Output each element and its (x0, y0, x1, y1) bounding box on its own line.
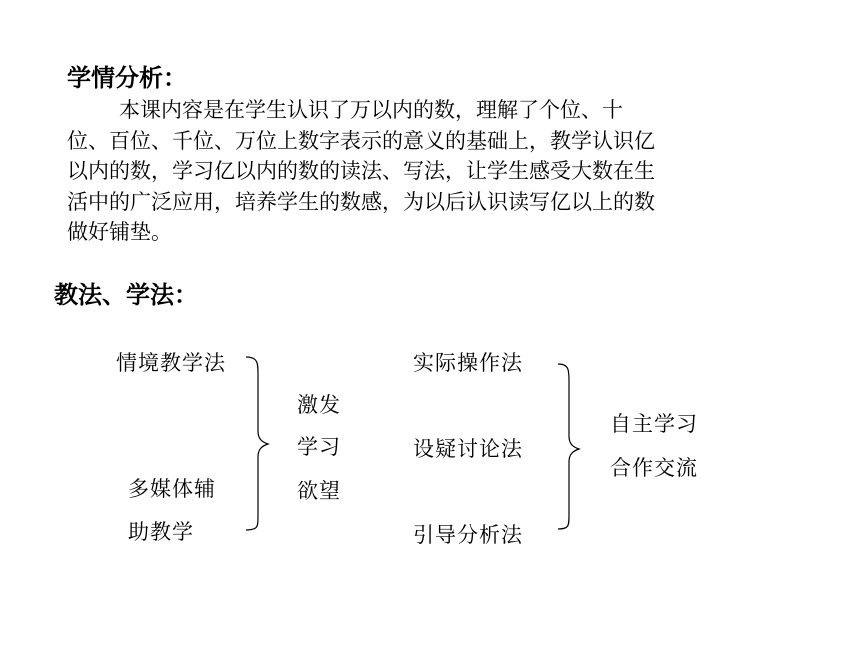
goal-line2: 学习 (297, 435, 341, 459)
method-multimedia-line1: 多媒体辅 (128, 477, 216, 501)
paragraph-line: 做好铺垫。 (67, 220, 172, 244)
goal-line3: 欲望 (297, 479, 341, 503)
method-situational-teaching: 情境教学法 (116, 351, 226, 375)
right-brace-learning (556, 362, 586, 534)
goal-line1: 激发 (297, 393, 341, 417)
right-brace-teaching (244, 355, 274, 535)
method-guided-analysis: 引导分析法 (413, 523, 523, 547)
paragraph-line: 以内的数，学习亿以内的数的读法、写法，让学生感受大数在生 (67, 159, 655, 183)
paragraph-line: 本课内容是在学生认识了万以内的数，理解了个位、十 (119, 98, 623, 122)
learning-analysis-paragraph (67, 95, 747, 248)
method-multimedia-line2: 助教学 (128, 520, 194, 544)
section-title-learning-analysis: 学情分析： (67, 64, 187, 92)
result-cooperative-exchange: 合作交流 (610, 456, 698, 480)
method-hands-on: 实际操作法 (413, 351, 523, 375)
paragraph-line: 活中的广泛应用，培养学生的数感，为以后认识读写亿以上的数 (67, 189, 655, 214)
paragraph-line: 位、百位、千位、万位上数字表示的意义的基础上，教学认识亿 (67, 128, 655, 153)
method-questioning-discussion: 设疑讨论法 (413, 437, 523, 461)
section-title-methods: 教法、学法： (54, 281, 198, 309)
result-independent-learning: 自主学习 (610, 412, 698, 436)
